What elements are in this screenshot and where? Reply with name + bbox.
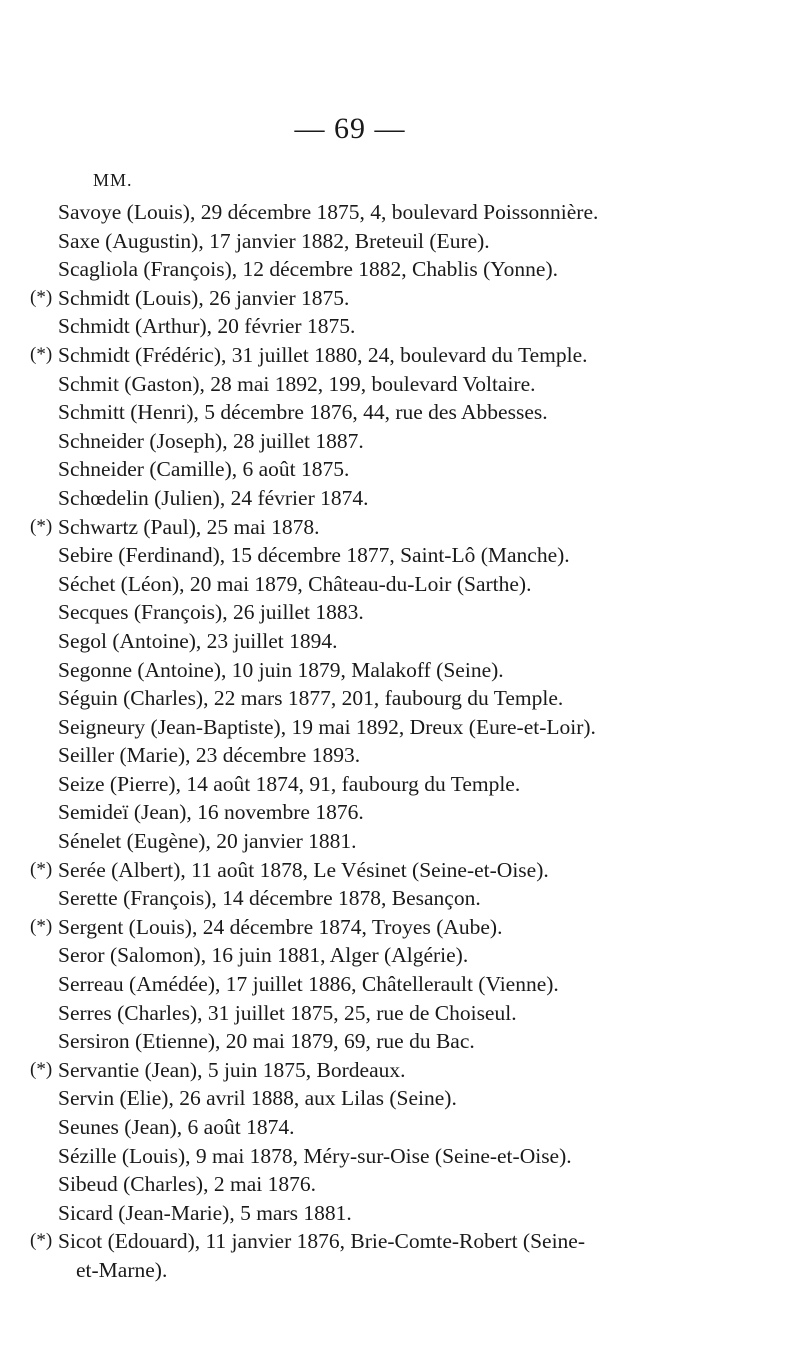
list-item bbox=[0, 570, 800, 599]
list-item bbox=[0, 227, 800, 256]
list-item bbox=[0, 284, 800, 313]
list-item bbox=[0, 398, 800, 427]
entry-text: Sézille (Louis), 9 mai 1878, Méry-sur-Oise (Seine-et-Oise). bbox=[58, 1143, 572, 1168]
list-item bbox=[0, 1142, 800, 1171]
list-item bbox=[0, 741, 800, 770]
entry-mark: (*) bbox=[30, 858, 53, 880]
list-item bbox=[0, 427, 800, 456]
list-item bbox=[0, 370, 800, 399]
entry-text: Seize (Pierre), 14 août 1874, 91, faubourg du Temple. bbox=[58, 771, 521, 796]
entry-text: Sersiron (Etienne), 20 mai 1879, 69, rue du Bac. bbox=[58, 1029, 475, 1054]
list-item bbox=[0, 1113, 800, 1142]
entry-text: Seiller (Marie), 23 décembre 1893. bbox=[58, 743, 361, 768]
list-item bbox=[0, 941, 800, 970]
list-item bbox=[0, 884, 800, 913]
entry-text: Serée (Albert), 11 août 1878, Le Vésinet (Seine-et-Oise). bbox=[58, 857, 549, 882]
list-item bbox=[0, 656, 800, 685]
entry-text: Secques (François), 26 juillet 1883. bbox=[58, 600, 364, 625]
entry-text: Schneider (Joseph), 28 juillet 1887. bbox=[58, 428, 364, 453]
list-item bbox=[0, 541, 800, 570]
entry-text: Schmidt (Arthur), 20 février 1875. bbox=[58, 314, 356, 339]
entry-mark: (*) bbox=[30, 343, 53, 365]
entry-text: Séguin (Charles), 22 mars 1877, 201, faubourg du Temple. bbox=[58, 686, 564, 711]
entry-mark: (*) bbox=[30, 1230, 53, 1252]
list-item bbox=[0, 1199, 800, 1228]
entry-list bbox=[0, 198, 800, 1285]
entry-text: Saxe (Augustin), 17 janvier 1882, Breteuil (Eure). bbox=[58, 228, 490, 253]
list-item bbox=[0, 1084, 800, 1113]
entry-text: Segol (Antoine), 23 juillet 1894. bbox=[58, 628, 338, 653]
list-item bbox=[0, 513, 800, 542]
entry-text: Seror (Salomon), 16 juin 1881, Alger (Algérie). bbox=[58, 943, 469, 968]
list-item bbox=[0, 1227, 800, 1256]
list-item bbox=[0, 1256, 800, 1285]
entry-text: Serette (François), 14 décembre 1878, Besançon. bbox=[58, 886, 481, 911]
list-item bbox=[0, 684, 800, 713]
entry-text: Servin (Elie), 26 avril 1888, aux Lilas (Seine). bbox=[58, 1086, 457, 1111]
entry-text: Savoye (Louis), 29 décembre 1875, 4, boulevard Poissonnière. bbox=[58, 200, 599, 224]
list-item bbox=[0, 198, 800, 227]
entry-text: Serreau (Amédée), 17 juillet 1886, Châtellerault (Vienne). bbox=[58, 972, 559, 997]
list-item bbox=[0, 312, 800, 341]
list-item bbox=[0, 999, 800, 1028]
entry-text: Semideï (Jean), 16 novembre 1876. bbox=[58, 800, 364, 825]
entry-text: Sebire (Ferdinand), 15 décembre 1877, Saint-Lô (Manche). bbox=[58, 543, 570, 568]
entry-text: Schneider (Camille), 6 août 1875. bbox=[58, 457, 350, 482]
entry-text: Schmidt (Frédéric), 31 juillet 1880, 24, boulevard du Temple. bbox=[58, 342, 588, 367]
entry-text: Schmidt (Louis), 26 janvier 1875. bbox=[58, 285, 350, 310]
list-item bbox=[0, 627, 800, 656]
entry-text: Servantie (Jean), 5 juin 1875, Bordeaux. bbox=[58, 1057, 406, 1082]
page-number: — 69 — bbox=[294, 112, 406, 145]
list-item bbox=[0, 713, 800, 742]
list-item bbox=[0, 1027, 800, 1056]
entry-text: Sibeud (Charles), 2 mai 1876. bbox=[58, 1172, 316, 1197]
entry-mark: (*) bbox=[30, 1058, 53, 1080]
list-item bbox=[0, 341, 800, 370]
list-item bbox=[0, 970, 800, 999]
honorific-heading: MM. bbox=[93, 170, 133, 190]
entry-text: Serres (Charles), 31 juillet 1875, 25, rue de Choiseul. bbox=[58, 1000, 517, 1025]
list-item bbox=[0, 798, 800, 827]
list-item bbox=[0, 455, 800, 484]
entry-mark: (*) bbox=[30, 286, 53, 308]
entry-text: Sergent (Louis), 24 décembre 1874, Troyes (Aube). bbox=[58, 914, 503, 939]
entry-text: Schœdelin (Julien), 24 février 1874. bbox=[58, 485, 369, 510]
entry-text: Segonne (Antoine), 10 juin 1879, Malakoff (Seine). bbox=[58, 657, 504, 682]
entry-text: Seunes (Jean), 6 août 1874. bbox=[58, 1115, 295, 1139]
list-item bbox=[0, 484, 800, 513]
entry-text: Schmit (Gaston), 28 mai 1892, 199, boulevard Voltaire. bbox=[58, 371, 536, 396]
list-item bbox=[0, 770, 800, 799]
list-item bbox=[0, 255, 800, 284]
entry-text: Seigneury (Jean-Baptiste), 19 mai 1892, Dreux (Eure-et-Loir). bbox=[58, 714, 596, 739]
list-item bbox=[0, 1056, 800, 1085]
entry-text: Sénelet (Eugène), 20 janvier 1881. bbox=[58, 829, 357, 854]
entry-text: Sicard (Jean-Marie), 5 mars 1881. bbox=[58, 1200, 352, 1225]
entry-text: Scagliola (François), 12 décembre 1882, Chablis (Yonne). bbox=[58, 257, 558, 282]
entry-mark: (*) bbox=[30, 515, 53, 537]
entry-mark: (*) bbox=[30, 915, 53, 937]
entry-text: Séchet (Léon), 20 mai 1879, Château-du-Loir (Sarthe). bbox=[58, 571, 532, 596]
entry-text: Sicot (Edouard), 11 janvier 1876, Brie-Comte-Robert (Seine- bbox=[58, 1229, 586, 1254]
list-item bbox=[0, 913, 800, 942]
list-item bbox=[0, 598, 800, 627]
entry-text: et-Marne). bbox=[76, 1257, 168, 1282]
list-item bbox=[0, 827, 800, 856]
list-item bbox=[0, 1170, 800, 1199]
list-item bbox=[0, 856, 800, 885]
entry-text: Schmitt (Henri), 5 décembre 1876, 44, rue des Abbesses. bbox=[58, 400, 548, 425]
entry-text: Schwartz (Paul), 25 mai 1878. bbox=[58, 514, 320, 539]
